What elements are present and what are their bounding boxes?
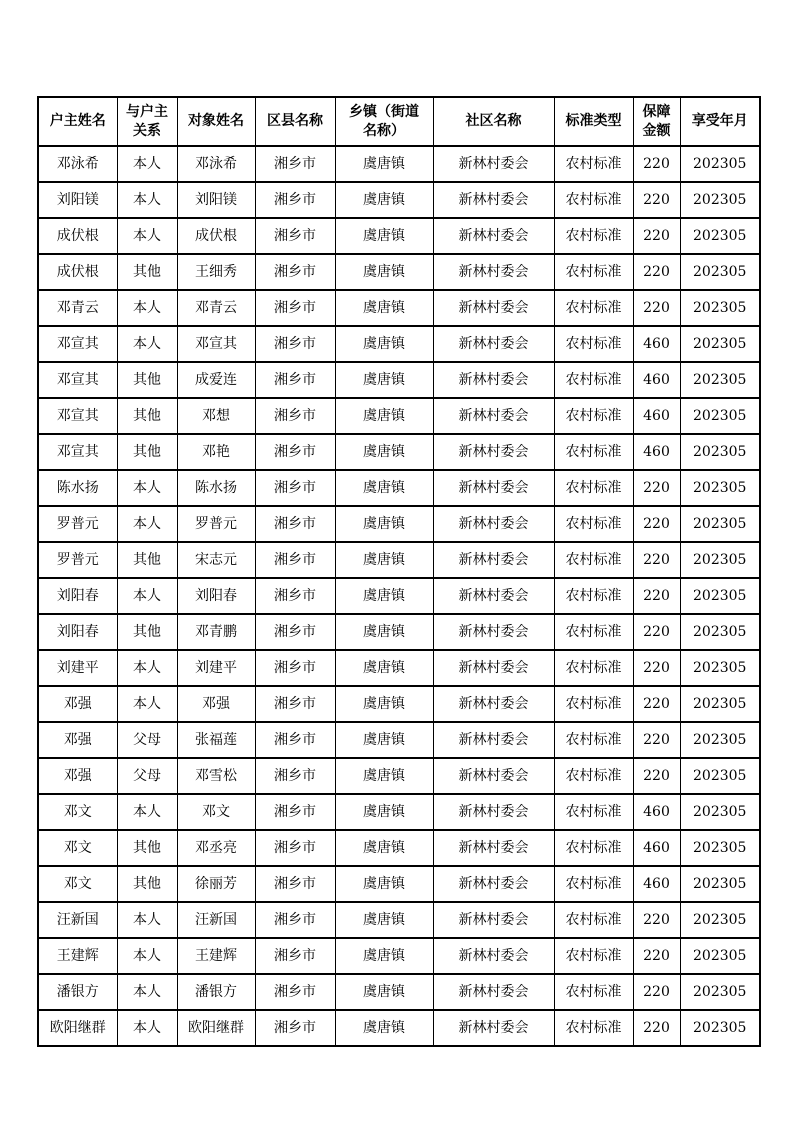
- table-row: [38, 218, 760, 254]
- header-cell: 标准类型: [554, 97, 633, 146]
- table-cell: 王建辉: [177, 938, 255, 974]
- table-cell: 本人: [117, 218, 177, 254]
- table-cell: 虞唐镇: [335, 866, 433, 902]
- table-cell: 新林村委会: [433, 686, 554, 722]
- table-cell: 新林村委会: [433, 722, 554, 758]
- table-cell: 202305: [680, 218, 760, 254]
- table-cell: 202305: [680, 290, 760, 326]
- table-cell: 虞唐镇: [335, 398, 433, 434]
- table-cell: 220: [633, 938, 680, 974]
- table-cell: 虞唐镇: [335, 686, 433, 722]
- table-row: [38, 758, 760, 794]
- table-cell: 农村标准: [554, 290, 633, 326]
- table-cell: 本人: [117, 938, 177, 974]
- table-row: [38, 686, 760, 722]
- table-cell: 父母: [117, 722, 177, 758]
- table-cell: 202305: [680, 434, 760, 470]
- table-cell: 罗普元: [177, 506, 255, 542]
- table-cell: 202305: [680, 254, 760, 290]
- table-cell: 202305: [680, 542, 760, 578]
- table-cell: 湘乡市: [255, 542, 335, 578]
- table-cell: 虞唐镇: [335, 542, 433, 578]
- table-cell: 邓宣其: [38, 398, 117, 434]
- table-cell: 本人: [117, 686, 177, 722]
- table-row: [38, 398, 760, 434]
- table-cell: 农村标准: [554, 758, 633, 794]
- table-cell: 220: [633, 290, 680, 326]
- table-cell: 刘建平: [38, 650, 117, 686]
- table-header: [38, 97, 760, 146]
- table-cell: 虞唐镇: [335, 902, 433, 938]
- table-cell: 湘乡市: [255, 362, 335, 398]
- table-cell: 220: [633, 686, 680, 722]
- table-cell: 湘乡市: [255, 146, 335, 182]
- table-cell: 虞唐镇: [335, 578, 433, 614]
- table-cell: 其他: [117, 398, 177, 434]
- table-cell: 徐丽芳: [177, 866, 255, 902]
- table-cell: 湘乡市: [255, 578, 335, 614]
- table-cell: 宋志元: [177, 542, 255, 578]
- table-cell: 新林村委会: [433, 470, 554, 506]
- table-row: [38, 362, 760, 398]
- table-cell: 新林村委会: [433, 218, 554, 254]
- table-cell: 本人: [117, 578, 177, 614]
- table-cell: 202305: [680, 182, 760, 218]
- table-cell: 其他: [117, 542, 177, 578]
- table-cell: 邓雪松: [177, 758, 255, 794]
- header-cell: 保障金额: [633, 97, 680, 146]
- table-cell: 湘乡市: [255, 218, 335, 254]
- table-cell: 220: [633, 578, 680, 614]
- table-cell: 202305: [680, 578, 760, 614]
- table-cell: 202305: [680, 614, 760, 650]
- table-cell: 虞唐镇: [335, 290, 433, 326]
- table-cell: 罗普元: [38, 506, 117, 542]
- table-cell: 220: [633, 614, 680, 650]
- table-cell: 虞唐镇: [335, 362, 433, 398]
- table-cell: 湘乡市: [255, 614, 335, 650]
- table-cell: 成伏根: [38, 254, 117, 290]
- table-cell: 202305: [680, 722, 760, 758]
- table-cell: 220: [633, 182, 680, 218]
- table-cell: 湘乡市: [255, 254, 335, 290]
- table-cell: 新林村委会: [433, 254, 554, 290]
- header-cell: 乡镇（街道名称）: [335, 97, 433, 146]
- table-cell: 新林村委会: [433, 794, 554, 830]
- table-cell: 邓泳希: [38, 146, 117, 182]
- table-cell: 202305: [680, 794, 760, 830]
- table-cell: 湘乡市: [255, 866, 335, 902]
- header-cell: 与户主关系: [117, 97, 177, 146]
- table-cell: 本人: [117, 506, 177, 542]
- table-cell: 202305: [680, 938, 760, 974]
- table-row: [38, 614, 760, 650]
- table-cell: 汪新国: [177, 902, 255, 938]
- header-cell: 对象姓名: [177, 97, 255, 146]
- table-cell: 本人: [117, 326, 177, 362]
- header-cell: 区县名称: [255, 97, 335, 146]
- table-cell: 202305: [680, 506, 760, 542]
- header-cell: 户主姓名: [38, 97, 117, 146]
- table-cell: 新林村委会: [433, 326, 554, 362]
- table-cell: 220: [633, 1010, 680, 1046]
- table-cell: 潘银方: [177, 974, 255, 1010]
- table-cell: 本人: [117, 1010, 177, 1046]
- table-cell: 农村标准: [554, 830, 633, 866]
- table-cell: 农村标准: [554, 182, 633, 218]
- table-cell: 新林村委会: [433, 398, 554, 434]
- header-row: [38, 97, 760, 146]
- table-cell: 邓强: [38, 758, 117, 794]
- table-cell: 刘阳镁: [38, 182, 117, 218]
- table-row: [38, 830, 760, 866]
- table-cell: 其他: [117, 362, 177, 398]
- header-cell: 享受年月: [680, 97, 760, 146]
- table-cell: 陈水扬: [177, 470, 255, 506]
- table-cell: 农村标准: [554, 686, 633, 722]
- table-cell: 湘乡市: [255, 794, 335, 830]
- table-row: [38, 974, 760, 1010]
- table-cell: 邓强: [38, 722, 117, 758]
- table-cell: 虞唐镇: [335, 218, 433, 254]
- table-cell: 邓宣其: [177, 326, 255, 362]
- table-cell: 湘乡市: [255, 722, 335, 758]
- table-cell: 虞唐镇: [335, 326, 433, 362]
- table-cell: 湘乡市: [255, 470, 335, 506]
- table-cell: 农村标准: [554, 434, 633, 470]
- table-cell: 新林村委会: [433, 974, 554, 1010]
- header-cell: 社区名称: [433, 97, 554, 146]
- table-cell: 本人: [117, 290, 177, 326]
- table-cell: 202305: [680, 470, 760, 506]
- table-cell: 202305: [680, 866, 760, 902]
- table-cell: 邓宣其: [38, 326, 117, 362]
- table-cell: 邓泳希: [177, 146, 255, 182]
- table-cell: 潘银方: [38, 974, 117, 1010]
- table-cell: 本人: [117, 182, 177, 218]
- table-cell: 新林村委会: [433, 362, 554, 398]
- table-cell: 湘乡市: [255, 902, 335, 938]
- table-cell: 成伏根: [38, 218, 117, 254]
- table-cell: 汪新国: [38, 902, 117, 938]
- table-cell: 刘阳春: [38, 578, 117, 614]
- table-cell: 虞唐镇: [335, 470, 433, 506]
- table-cell: 220: [633, 254, 680, 290]
- table-row: [38, 722, 760, 758]
- table-cell: 虞唐镇: [335, 254, 433, 290]
- table-row: [38, 254, 760, 290]
- table-cell: 虞唐镇: [335, 758, 433, 794]
- table-body: [38, 146, 760, 1046]
- table-cell: 邓强: [38, 686, 117, 722]
- table-row: [38, 938, 760, 974]
- table-cell: 220: [633, 542, 680, 578]
- table-cell: 新林村委会: [433, 542, 554, 578]
- table-cell: 刘阳春: [177, 578, 255, 614]
- table-cell: 张福莲: [177, 722, 255, 758]
- table-cell: 新林村委会: [433, 290, 554, 326]
- table-cell: 新林村委会: [433, 902, 554, 938]
- table-cell: 湘乡市: [255, 686, 335, 722]
- table-cell: 其他: [117, 830, 177, 866]
- table-cell: 虞唐镇: [335, 1010, 433, 1046]
- table-cell: 202305: [680, 830, 760, 866]
- table-cell: 农村标准: [554, 146, 633, 182]
- table-row: [38, 542, 760, 578]
- table-cell: 邓文: [38, 794, 117, 830]
- table-cell: 虞唐镇: [335, 938, 433, 974]
- table-cell: 成伏根: [177, 218, 255, 254]
- table-cell: 其他: [117, 434, 177, 470]
- table-row: [38, 794, 760, 830]
- table-cell: 农村标准: [554, 398, 633, 434]
- table-cell: 202305: [680, 398, 760, 434]
- table-cell: 农村标准: [554, 722, 633, 758]
- table-cell: 邓丞亮: [177, 830, 255, 866]
- table-cell: 湘乡市: [255, 182, 335, 218]
- table-cell: 新林村委会: [433, 866, 554, 902]
- table-cell: 新林村委会: [433, 578, 554, 614]
- table-cell: 220: [633, 902, 680, 938]
- table-row: [38, 182, 760, 218]
- table-cell: 新林村委会: [433, 614, 554, 650]
- table-cell: 邓强: [177, 686, 255, 722]
- table-cell: 202305: [680, 758, 760, 794]
- table-cell: 虞唐镇: [335, 614, 433, 650]
- table-row: [38, 866, 760, 902]
- table-cell: 农村标准: [554, 866, 633, 902]
- table-cell: 农村标准: [554, 254, 633, 290]
- table-cell: 虞唐镇: [335, 794, 433, 830]
- table-row: [38, 470, 760, 506]
- table-cell: 欧阳继群: [38, 1010, 117, 1046]
- table-cell: 农村标准: [554, 1010, 633, 1046]
- table-cell: 220: [633, 974, 680, 1010]
- table-row: [38, 290, 760, 326]
- table-cell: 本人: [117, 470, 177, 506]
- table-cell: 虞唐镇: [335, 650, 433, 686]
- table-cell: 新林村委会: [433, 1010, 554, 1046]
- table-cell: 湘乡市: [255, 326, 335, 362]
- table-cell: 农村标准: [554, 578, 633, 614]
- table-cell: 刘阳春: [38, 614, 117, 650]
- table-cell: 新林村委会: [433, 182, 554, 218]
- table-cell: 202305: [680, 146, 760, 182]
- table-cell: 虞唐镇: [335, 146, 433, 182]
- table-cell: 460: [633, 326, 680, 362]
- table-row: [38, 1010, 760, 1046]
- table-cell: 邓宣其: [38, 362, 117, 398]
- benefits-table: [37, 96, 761, 1047]
- table-cell: 其他: [117, 254, 177, 290]
- table-cell: 新林村委会: [433, 506, 554, 542]
- table-cell: 220: [633, 722, 680, 758]
- table-cell: 邓文: [177, 794, 255, 830]
- table-cell: 460: [633, 398, 680, 434]
- table-cell: 农村标准: [554, 794, 633, 830]
- table-cell: 陈水扬: [38, 470, 117, 506]
- table-cell: 新林村委会: [433, 146, 554, 182]
- table-cell: 农村标准: [554, 470, 633, 506]
- table-cell: 460: [633, 866, 680, 902]
- table-cell: 220: [633, 470, 680, 506]
- table-cell: 农村标准: [554, 902, 633, 938]
- table-row: [38, 578, 760, 614]
- table-cell: 邓艳: [177, 434, 255, 470]
- table-cell: 460: [633, 794, 680, 830]
- table-cell: 湘乡市: [255, 650, 335, 686]
- table-row: [38, 146, 760, 182]
- table-cell: 220: [633, 506, 680, 542]
- table-cell: 虞唐镇: [335, 974, 433, 1010]
- table-cell: 成爱连: [177, 362, 255, 398]
- table-cell: 农村标准: [554, 362, 633, 398]
- table-cell: 新林村委会: [433, 830, 554, 866]
- table-cell: 邓文: [38, 830, 117, 866]
- table-cell: 460: [633, 434, 680, 470]
- table-cell: 湘乡市: [255, 398, 335, 434]
- table-cell: 虞唐镇: [335, 830, 433, 866]
- table-cell: 湘乡市: [255, 1010, 335, 1046]
- table-row: [38, 326, 760, 362]
- table-cell: 202305: [680, 650, 760, 686]
- table-cell: 虞唐镇: [335, 506, 433, 542]
- table-cell: 本人: [117, 794, 177, 830]
- table-cell: 460: [633, 830, 680, 866]
- table-cell: 本人: [117, 974, 177, 1010]
- table-cell: 邓青云: [38, 290, 117, 326]
- table-cell: 农村标准: [554, 938, 633, 974]
- table-cell: 湘乡市: [255, 758, 335, 794]
- table-cell: 湘乡市: [255, 830, 335, 866]
- table-cell: 220: [633, 146, 680, 182]
- table-cell: 本人: [117, 146, 177, 182]
- table-row: [38, 650, 760, 686]
- table-cell: 新林村委会: [433, 650, 554, 686]
- table-cell: 202305: [680, 1010, 760, 1046]
- table-cell: 202305: [680, 902, 760, 938]
- table-cell: 湘乡市: [255, 434, 335, 470]
- table-cell: 其他: [117, 866, 177, 902]
- table-cell: 邓文: [38, 866, 117, 902]
- table-cell: 220: [633, 758, 680, 794]
- table-cell: 欧阳继群: [177, 1010, 255, 1046]
- table-cell: 农村标准: [554, 542, 633, 578]
- table-cell: 父母: [117, 758, 177, 794]
- table-cell: 农村标准: [554, 974, 633, 1010]
- table-cell: 新林村委会: [433, 938, 554, 974]
- table-row: [38, 434, 760, 470]
- table-cell: 202305: [680, 686, 760, 722]
- table-cell: 220: [633, 650, 680, 686]
- table-cell: 邓宣其: [38, 434, 117, 470]
- table-cell: 王建辉: [38, 938, 117, 974]
- table-cell: 王细秀: [177, 254, 255, 290]
- table-cell: 农村标准: [554, 218, 633, 254]
- table-cell: 农村标准: [554, 326, 633, 362]
- table-cell: 新林村委会: [433, 434, 554, 470]
- table-row: [38, 902, 760, 938]
- table-cell: 湘乡市: [255, 974, 335, 1010]
- table-cell: 湘乡市: [255, 506, 335, 542]
- table-cell: 虞唐镇: [335, 182, 433, 218]
- table-cell: 202305: [680, 974, 760, 1010]
- table-cell: 罗普元: [38, 542, 117, 578]
- table-row: [38, 506, 760, 542]
- table-cell: 虞唐镇: [335, 434, 433, 470]
- table-cell: 460: [633, 362, 680, 398]
- table-cell: 202305: [680, 326, 760, 362]
- table-cell: 邓青鹏: [177, 614, 255, 650]
- table-cell: 刘建平: [177, 650, 255, 686]
- table-cell: 本人: [117, 650, 177, 686]
- table-cell: 邓想: [177, 398, 255, 434]
- table-cell: 其他: [117, 614, 177, 650]
- table-cell: 虞唐镇: [335, 722, 433, 758]
- table-cell: 农村标准: [554, 506, 633, 542]
- table-cell: 农村标准: [554, 614, 633, 650]
- table-cell: 湘乡市: [255, 290, 335, 326]
- table-cell: 202305: [680, 362, 760, 398]
- table-cell: 农村标准: [554, 650, 633, 686]
- table-cell: 刘阳镁: [177, 182, 255, 218]
- table-cell: 本人: [117, 902, 177, 938]
- table-cell: 220: [633, 218, 680, 254]
- table-cell: 湘乡市: [255, 938, 335, 974]
- table-cell: 新林村委会: [433, 758, 554, 794]
- table-cell: 邓青云: [177, 290, 255, 326]
